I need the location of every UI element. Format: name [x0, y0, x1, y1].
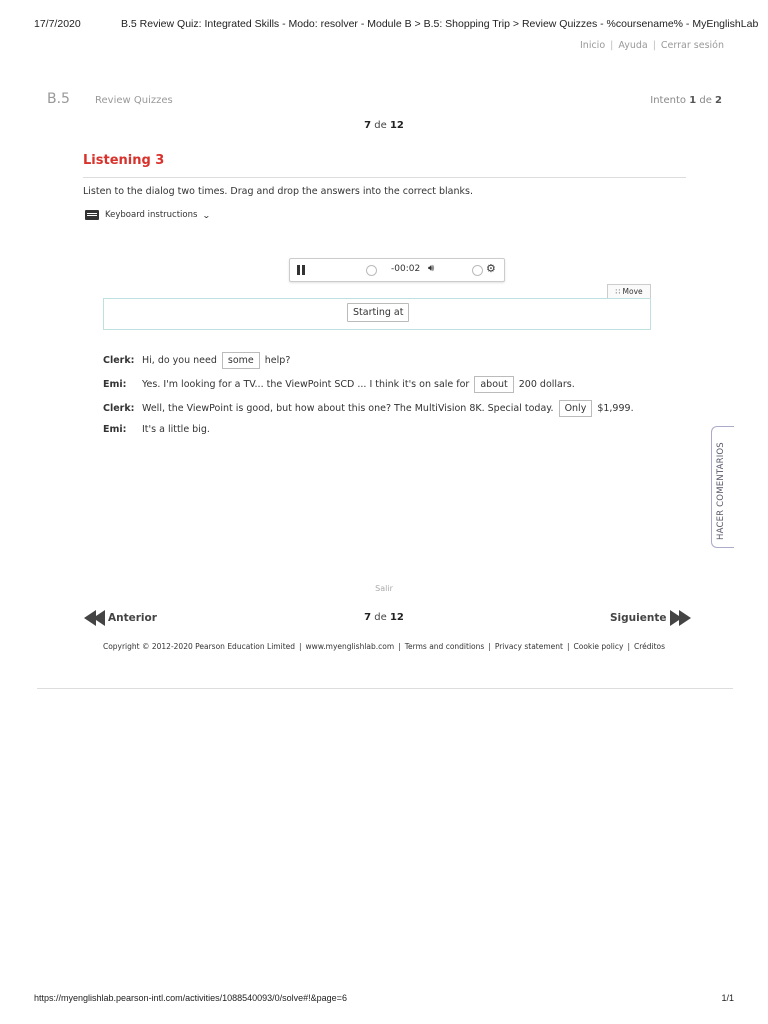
answer-blank[interactable]: some [222, 352, 260, 369]
credits-link[interactable]: Créditos [633, 642, 666, 651]
pager-bottom: 7 de 12 [364, 612, 404, 623]
attempt-indicator: Intento 1 de 2 [650, 95, 722, 106]
dialog-line: Clerk: Well, the ViewPoint is good, but how about this one? The MultiVision 8K. Special today. Only $1,999. [103, 400, 634, 417]
terms-link[interactable]: Terms and conditions [404, 642, 485, 651]
answer-blank[interactable]: Only [559, 400, 593, 417]
word-bank [103, 298, 651, 330]
print-url: https://myenglishlab.pearson-intl.com/activities/1088540093/0/solve#!&page=6 [34, 993, 347, 1003]
answer-blank[interactable]: about [474, 376, 513, 393]
print-header [34, 18, 759, 32]
speaker: Clerk: [103, 403, 135, 414]
module-name: Review Quizzes [95, 95, 173, 106]
previous-button[interactable]: Anterior [84, 610, 157, 626]
dialog-line: Emi: It's a little big. [103, 424, 210, 435]
dialog-line: Clerk: Hi, do you need some help? [103, 352, 290, 369]
next-button[interactable]: Siguiente [610, 610, 691, 626]
gear-icon[interactable]: ⚙ [486, 262, 496, 275]
print-date: 17/7/2020 [34, 18, 81, 30]
volume-icon[interactable]: 🔊︎ [428, 263, 435, 274]
seek-handle[interactable] [366, 265, 377, 276]
speaker: Clerk: [103, 355, 135, 366]
answer-chip[interactable]: Starting at [347, 303, 409, 322]
module-code: B.5 [47, 91, 70, 107]
site-link[interactable]: www.myenglishlab.com [305, 642, 395, 651]
audio-time: -00:02 [391, 264, 421, 274]
help-link[interactable]: Ayuda [618, 40, 648, 51]
chevron-down-icon: ⌄ [202, 210, 212, 220]
audio-player [289, 258, 505, 282]
volume-handle[interactable] [472, 265, 483, 276]
question-instructions: Listen to the dialog two times. Drag and drop the answers into the correct blanks. [83, 186, 473, 197]
top-links: Inicio | Ayuda | Cerrar sesión [580, 40, 724, 51]
pager-top: 7 de 12 [364, 120, 404, 131]
cookie-link[interactable]: Cookie policy [573, 642, 624, 651]
feedback-tab[interactable]: HACER COMENTARIOS [711, 426, 734, 548]
exit-link[interactable]: Salir [375, 584, 393, 593]
speaker: Emi: [103, 424, 127, 435]
print-title: B.5 Review Quiz: Integrated Skills - Modo: resolver - Module B > B.5: Shopping Trip > Review Quizzes - %coursename% - MyEnglishLab [121, 18, 759, 30]
home-link[interactable]: Inicio [580, 40, 606, 51]
footer: Copyright © 2012-2020 Pearson Education Limited | www.myenglishlab.com | Terms and conditions | Privacy statement | Cookie policy | Créditos [102, 642, 666, 651]
arrow-right-icon [679, 610, 691, 626]
logout-link[interactable]: Cerrar sesión [660, 40, 724, 51]
keyboard-instructions-label: Keyboard instructions [105, 210, 198, 220]
keyboard-icon [85, 210, 99, 220]
speaker: Emi: [103, 379, 127, 390]
dialog-line: Emi: Yes. I'm looking for a TV... the ViewPoint SCD ... I think it's on sale for about 200 dollars. [103, 376, 575, 393]
keyboard-instructions-toggle[interactable] [85, 210, 210, 220]
bottom-divider [37, 688, 733, 689]
print-page-number: 1/1 [721, 993, 734, 1003]
move-button[interactable]: ∷ Move [607, 284, 651, 300]
title-divider [83, 177, 686, 178]
privacy-link[interactable]: Privacy statement [494, 642, 563, 651]
pause-icon[interactable] [297, 265, 300, 275]
question-title: Listening 3 [83, 153, 165, 168]
